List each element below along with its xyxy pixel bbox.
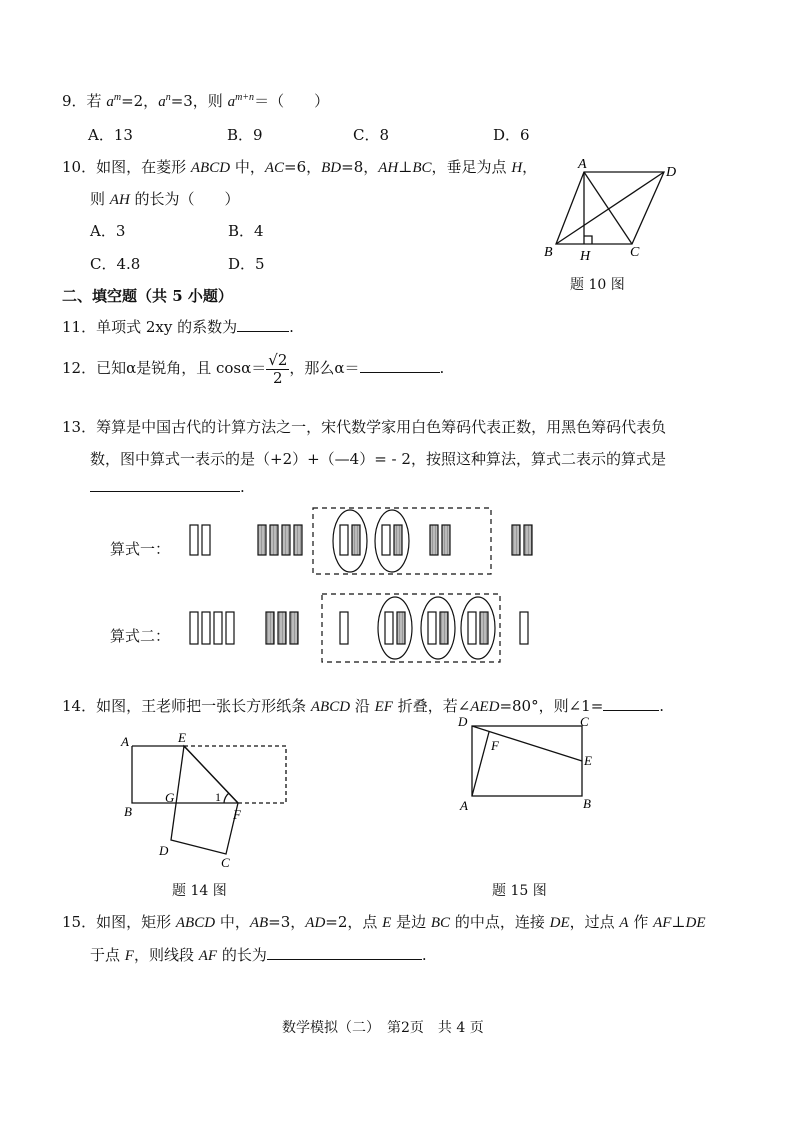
label-g: G bbox=[165, 790, 175, 805]
section-2-title: 二、填空题（共 5 小题） bbox=[62, 287, 233, 305]
label-c: C bbox=[580, 714, 589, 729]
label-f: F bbox=[233, 807, 241, 822]
q9-stem: 9．若 $a^m=2$，$a^n=3$，则 $a^{m+n}=$（ ） bbox=[62, 92, 330, 110]
diagonal-ac bbox=[584, 172, 632, 244]
white-rod bbox=[520, 612, 528, 644]
pair-ellipse bbox=[333, 510, 367, 572]
segment-de bbox=[472, 726, 582, 761]
black-rod bbox=[442, 525, 450, 555]
black-rod bbox=[352, 525, 360, 555]
page-footer: 数学模拟（二） 第2页 共 4 页 bbox=[282, 1020, 484, 1036]
white-rod bbox=[385, 612, 393, 644]
rectangle-abcd bbox=[472, 726, 582, 796]
q9-option-a[interactable]: A．13 bbox=[88, 126, 133, 144]
right-angle-mark bbox=[584, 236, 592, 244]
white-rod bbox=[382, 525, 390, 555]
segment-af bbox=[472, 732, 489, 796]
original-strip-dashed bbox=[184, 746, 286, 803]
q12-fraction: $\frac{√2}{2}$ bbox=[268, 351, 288, 387]
black-rod bbox=[440, 612, 448, 644]
label-b: B bbox=[124, 804, 132, 819]
black-rod bbox=[524, 525, 532, 555]
label-c: C bbox=[221, 855, 230, 870]
folded-part bbox=[171, 746, 238, 854]
q15-figure-caption: 题 15 图 bbox=[492, 883, 547, 899]
black-rod bbox=[430, 525, 438, 555]
q10-option-c[interactable]: C．4.8 bbox=[90, 255, 141, 273]
black-rod bbox=[294, 525, 302, 555]
q10-stem-line1: 10．如图，在菱形 ABCD 中，AC=6，BD=8，AH⊥BC，垂足为点 H， bbox=[62, 158, 538, 176]
label-b: B bbox=[544, 245, 553, 260]
white-rod bbox=[428, 612, 436, 644]
white-rod bbox=[340, 525, 348, 555]
black-rod bbox=[290, 612, 298, 644]
black-rod bbox=[480, 612, 488, 644]
label-b: B bbox=[583, 796, 591, 811]
white-rod bbox=[468, 612, 476, 644]
q14-figure-caption: 题 14 图 bbox=[172, 883, 227, 899]
black-rod bbox=[512, 525, 520, 555]
q10-figure-caption: 题 10 图 bbox=[570, 277, 625, 293]
pair-ellipse bbox=[421, 597, 455, 659]
white-rod bbox=[202, 612, 210, 644]
label-a: A bbox=[121, 734, 129, 749]
q12-answer-blank[interactable] bbox=[360, 372, 440, 373]
white-rod bbox=[190, 612, 198, 644]
q11-answer-blank[interactable] bbox=[237, 331, 289, 332]
q13-answer-blank[interactable] bbox=[90, 491, 240, 492]
q9-option-d[interactable]: D．6 bbox=[493, 126, 530, 144]
label-f: F bbox=[491, 738, 499, 753]
label-d: D bbox=[159, 843, 169, 858]
q12-stem: 12．已知α是锐角，且 cosα＝ $\frac{√2}{2}$ ，那么α＝ . bbox=[62, 351, 445, 387]
q10-option-d[interactable]: D．5 bbox=[228, 255, 265, 273]
label-e: E bbox=[584, 753, 592, 768]
edge-ab-bf bbox=[132, 746, 238, 803]
q10-option-a[interactable]: A．3 bbox=[90, 222, 126, 240]
q13-answer-line: . bbox=[90, 478, 245, 496]
label-a: A bbox=[460, 798, 468, 812]
label-h: H bbox=[580, 249, 591, 264]
q13-stem-line2: 数，图中算式一表示的是（+2）+（—4）= - 2，按照这种算法，算式二表示的算式是 bbox=[90, 450, 666, 468]
q10-stem-line2: 则 AH 的长为（ ） bbox=[90, 190, 240, 208]
q15-rectangle-figure bbox=[452, 712, 612, 812]
q9-option-c[interactable]: C．8 bbox=[353, 126, 390, 144]
white-rod bbox=[202, 525, 210, 555]
q13-stem-line1: 13．筹算是中国古代的计算方法之一，宋代数学家用白色筹码代表正数，用黑色筹码代表负 bbox=[62, 418, 667, 436]
black-rod bbox=[282, 525, 290, 555]
label-d: D bbox=[666, 165, 677, 180]
pair-ellipse bbox=[378, 597, 412, 659]
q15-stem-line1: 15．如图，矩形 ABCD 中，AB=3，AD=2，点 E 是边 BC 的中点，连接 DE，过点 A 作 AF⊥DE bbox=[62, 913, 706, 931]
q13-label-2: 算式二： bbox=[110, 627, 171, 645]
pair-ellipse bbox=[375, 510, 409, 572]
q10-rhombus-figure bbox=[540, 152, 690, 268]
black-rod bbox=[397, 612, 405, 644]
q15-stem-line2: 于点 F，则线段 AF 的长为 . bbox=[90, 946, 427, 964]
q13-label-1: 算式一： bbox=[110, 540, 171, 558]
label-c: C bbox=[630, 245, 640, 260]
black-rod bbox=[278, 612, 286, 644]
q11-stem: 11．单项式 2xy 的系数为 . bbox=[62, 318, 294, 336]
label-1: 1 bbox=[215, 790, 221, 804]
white-rod bbox=[226, 612, 234, 644]
q14-stem: 14．如图，王老师把一张长方形纸条 ABCD 沿 EF 折叠，若∠AED=80°，则∠1= . bbox=[62, 697, 665, 715]
label-e: E bbox=[178, 730, 186, 745]
white-rod bbox=[190, 525, 198, 555]
white-rod bbox=[214, 612, 222, 644]
black-rod bbox=[258, 525, 266, 555]
black-rod bbox=[266, 612, 274, 644]
q14-answer-blank[interactable] bbox=[603, 710, 659, 711]
pair-ellipse bbox=[461, 597, 495, 659]
q9-option-b[interactable]: B．9 bbox=[227, 126, 263, 144]
black-rod bbox=[394, 525, 402, 555]
q14-folding-figure bbox=[115, 730, 300, 870]
angle-1-arc bbox=[224, 793, 229, 803]
q15-answer-blank[interactable] bbox=[267, 959, 422, 960]
label-d: D bbox=[458, 714, 468, 729]
black-rod bbox=[270, 525, 278, 555]
q13-counting-rods-figure bbox=[180, 500, 560, 675]
q10-option-b[interactable]: B．4 bbox=[228, 222, 264, 240]
white-rod bbox=[340, 612, 348, 644]
label-a: A bbox=[578, 157, 587, 172]
